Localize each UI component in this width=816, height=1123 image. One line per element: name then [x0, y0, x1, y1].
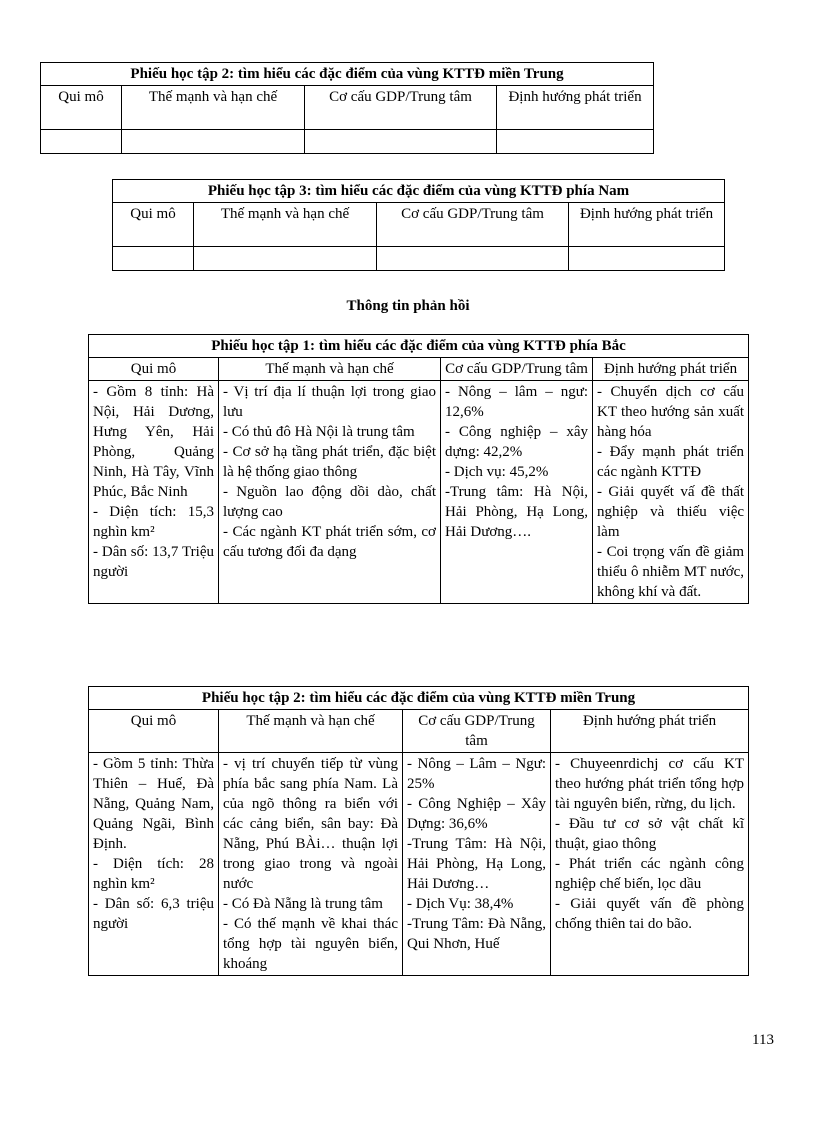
column-header-development: Định hướng phát triển	[569, 203, 725, 247]
empty-cell	[194, 247, 377, 271]
table-title: Phiếu học tập 2: tìm hiểu các đặc điểm của vùng KTTĐ miền Trung	[41, 63, 654, 86]
empty-cell	[377, 247, 569, 271]
empty-cell	[113, 247, 194, 271]
worksheet-1-filled-table	[88, 334, 749, 604]
column-header-gdp-structure: Cơ cấu GDP/Trung tâm	[441, 358, 593, 381]
cell-gdp-structure: - Nông – lâm – ngư: 12,6% - Công nghiệp – xây dựng: 42,2% - Dịch vụ: 45,2% -Trung tâm: Hà Nội, Hải Phòng, Hạ Long, Hải Dương….	[441, 381, 593, 604]
feedback-heading: Thông tin phản hồi	[346, 298, 470, 314]
empty-cell	[569, 247, 725, 271]
empty-cell	[305, 130, 497, 154]
worksheet-3-empty-table	[112, 179, 725, 271]
table-title: Phiếu học tập 1: tìm hiểu các đặc điểm của vùng KTTĐ phía Bắc	[89, 335, 749, 358]
cell-development: - Chuyeenrdichj cơ cấu KT theo hướng phát triển tổng hợp tài nguyên biển, rừng, du lịch. - Đầu tư cơ sở vật chất kĩ thuật, giao thông - Phát triển các ngành công nghiệp chế biến, lọc dầu - Giải quyết vấn đề phòng chống thiên tai do bão.	[551, 753, 749, 976]
column-header-gdp-structure: Cơ cấu GDP/Trung tâm	[377, 203, 569, 247]
cell-strengths: - vị trí chuyển tiếp từ vùng phía bắc sang phía Nam. Là của ngõ thông ra biển với các cảng biển, sân bay: Đà Nẵng, Phú BÀi… thuận lợi trong giao trong và ngoài nước - Có Đà Nẵng là trung tâm - Có thế mạnh về khai thác tổng hợp tài nguyên biển, khoáng	[219, 753, 403, 976]
column-header-development: Định hướng phát triển	[551, 710, 749, 753]
cell-scale: - Gồm 5 tỉnh: Thừa Thiên – Huế, Đà Nẵng, Quảng Nam, Quảng Ngãi, Bình Định. - Diện tích: 28 nghìn km² - Dân số: 6,3 triệu người	[89, 753, 219, 976]
column-header-scale: Qui mô	[89, 710, 219, 753]
column-header-scale: Qui mô	[41, 86, 122, 130]
table-title: Phiếu học tập 2: tìm hiểu các đặc điểm của vùng KTTĐ miền Trung	[89, 687, 749, 710]
worksheet-2-empty-table	[40, 62, 654, 154]
column-header-strengths: Thế mạnh và hạn chế	[219, 710, 403, 753]
worksheet-2-filled-table	[88, 686, 749, 976]
cell-gdp-structure: - Nông – Lâm – Ngư: 25% - Công Nghiệp – Xây Dựng: 36,6% -Trung Tâm: Hà Nội, Hải Phòng, Hạ Long, Hải Dương… - Dịch Vụ: 38,4% -Trung Tâm: Đà Nẵng, Qui Nhơn, Huế	[403, 753, 551, 976]
page-number: 113	[752, 1032, 774, 1048]
column-header-strengths: Thế mạnh và hạn chế	[219, 358, 441, 381]
column-header-scale: Qui mô	[113, 203, 194, 247]
column-header-development: Định hướng phát triển	[497, 86, 654, 130]
empty-cell	[41, 130, 122, 154]
column-header-strengths: Thế mạnh và hạn chế	[122, 86, 305, 130]
column-header-strengths: Thế mạnh và hạn chế	[194, 203, 377, 247]
cell-scale: - Gồm 8 tỉnh: Hà Nội, Hải Dương, Hưng Yên, Hải Phòng, Quảng Ninh, Hà Tây, Vĩnh Phúc, Bắc Ninh - Diện tích: 15,3 nghìn km² - Dân số: 13,7 Triệu người	[89, 381, 219, 604]
table-title: Phiếu học tập 3: tìm hiểu các đặc điểm của vùng KTTĐ phía Nam	[113, 180, 725, 203]
column-header-gdp-structure: Cơ cấu GDP/Trung tâm	[403, 710, 551, 753]
empty-cell	[122, 130, 305, 154]
column-header-gdp-structure: Cơ cấu GDP/Trung tâm	[305, 86, 497, 130]
cell-strengths: - Vị trí địa lí thuận lợi trong giao lưu - Có thủ đô Hà Nội là trung tâm - Cơ sở hạ tầng phát triển, đặc biệt là hệ thống giao thông - Nguồn lao động dồi dào, chất lượng cao - Các ngành KT phát triển sớm, cơ cấu tương đối đa dạng	[219, 381, 441, 604]
cell-development: - Chuyển dịch cơ cấu KT theo hướng sản xuất hàng hóa - Đẩy mạnh phát triển các ngành KTTĐ - Giải quyết vấ đề thất nghiệp và thiếu việc làm - Coi trọng vấn đề giảm thiểu ô nhiễm MT nước, không khí và đất.	[593, 381, 749, 604]
column-header-scale: Qui mô	[89, 358, 219, 381]
empty-cell	[497, 130, 654, 154]
column-header-development: Định hướng phát triển	[593, 358, 749, 381]
